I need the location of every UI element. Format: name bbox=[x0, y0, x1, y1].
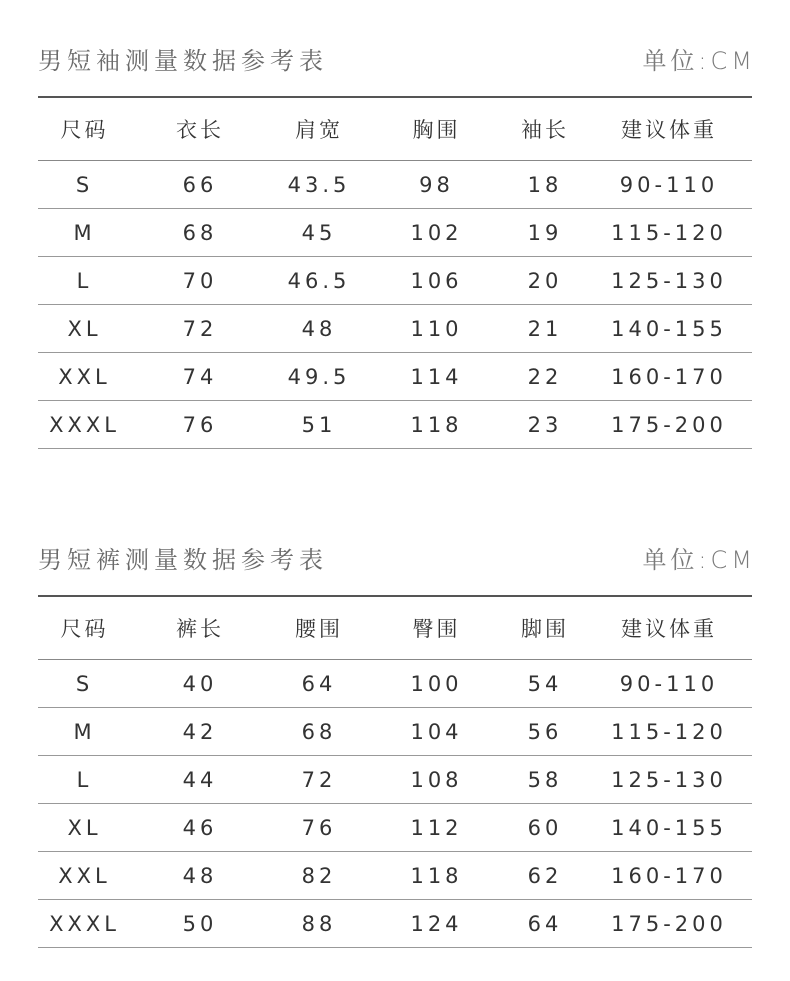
table-cell: 49.5 bbox=[269, 353, 369, 401]
header-length: 裤长 bbox=[131, 597, 269, 660]
table-cell: 64 bbox=[269, 660, 369, 708]
table-cell: 21 bbox=[504, 305, 586, 353]
table-cell: 45 bbox=[269, 209, 369, 257]
table-cell: 70 bbox=[131, 257, 269, 305]
table-cell: XXL bbox=[38, 852, 131, 900]
table-cell: 46.5 bbox=[269, 257, 369, 305]
shorts-table-title: 男短裤测量数据参考表 bbox=[38, 546, 328, 574]
table-row bbox=[38, 900, 752, 948]
table-cell: 98 bbox=[369, 161, 504, 209]
shorts-size-table bbox=[38, 597, 752, 948]
shirt-unit-label: 单位:CM bbox=[642, 47, 756, 75]
table-cell: XXL bbox=[38, 353, 131, 401]
header-hip: 臀围 bbox=[369, 597, 504, 660]
table-cell: 68 bbox=[131, 209, 269, 257]
shorts-title-row bbox=[38, 499, 756, 597]
table-row bbox=[38, 660, 752, 708]
table-row bbox=[38, 708, 752, 756]
table-row bbox=[38, 804, 752, 852]
header-shoulder: 肩宽 bbox=[269, 98, 369, 161]
table-row bbox=[38, 257, 752, 305]
table-cell: XXXL bbox=[38, 401, 131, 449]
table-cell: 125-130 bbox=[586, 257, 752, 305]
table-cell: XL bbox=[38, 305, 131, 353]
table-cell: 140-155 bbox=[586, 305, 752, 353]
table-cell: XL bbox=[38, 804, 131, 852]
table-cell: 82 bbox=[269, 852, 369, 900]
table-cell: 48 bbox=[269, 305, 369, 353]
table-cell: 118 bbox=[369, 852, 504, 900]
table-cell: 88 bbox=[269, 900, 369, 948]
table-cell: M bbox=[38, 209, 131, 257]
header-weight: 建议体重 bbox=[586, 98, 752, 161]
table-cell: 72 bbox=[269, 756, 369, 804]
table-cell: S bbox=[38, 660, 131, 708]
shirt-table-title: 男短袖测量数据参考表 bbox=[38, 47, 328, 75]
table-cell: 72 bbox=[131, 305, 269, 353]
table-cell: 20 bbox=[504, 257, 586, 305]
table-cell: 115-120 bbox=[586, 209, 752, 257]
table-cell: 102 bbox=[369, 209, 504, 257]
table-cell: 23 bbox=[504, 401, 586, 449]
table-cell: 64 bbox=[504, 900, 586, 948]
table-cell: 114 bbox=[369, 353, 504, 401]
table-cell: 108 bbox=[369, 756, 504, 804]
table-row bbox=[38, 209, 752, 257]
header-chest: 胸围 bbox=[369, 98, 504, 161]
table-cell: 110 bbox=[369, 305, 504, 353]
table-cell: 175-200 bbox=[586, 900, 752, 948]
table-cell: 112 bbox=[369, 804, 504, 852]
shirt-size-table bbox=[38, 98, 752, 449]
table-cell: 124 bbox=[369, 900, 504, 948]
header-sleeve: 袖长 bbox=[504, 98, 586, 161]
table-cell: 140-155 bbox=[586, 804, 752, 852]
table-cell: L bbox=[38, 756, 131, 804]
table-cell: 58 bbox=[504, 756, 586, 804]
table-row bbox=[38, 161, 752, 209]
table-cell: 46 bbox=[131, 804, 269, 852]
table-header-row bbox=[38, 597, 752, 660]
table-row bbox=[38, 756, 752, 804]
header-length: 衣长 bbox=[131, 98, 269, 161]
table-cell: 19 bbox=[504, 209, 586, 257]
table-cell: 42 bbox=[131, 708, 269, 756]
table-row bbox=[38, 401, 752, 449]
table-cell: 60 bbox=[504, 804, 586, 852]
table-cell: 74 bbox=[131, 353, 269, 401]
table-cell: 18 bbox=[504, 161, 586, 209]
table-cell: 160-170 bbox=[586, 852, 752, 900]
header-waist: 腰围 bbox=[269, 597, 369, 660]
table-cell: 106 bbox=[369, 257, 504, 305]
table-cell: 90-110 bbox=[586, 161, 752, 209]
shorts-size-section bbox=[38, 499, 756, 936]
table-cell: 40 bbox=[131, 660, 269, 708]
table-cell: 100 bbox=[369, 660, 504, 708]
table-cell: 66 bbox=[131, 161, 269, 209]
table-cell: 62 bbox=[504, 852, 586, 900]
shorts-unit-label: 单位:CM bbox=[642, 546, 756, 574]
shirt-size-section bbox=[38, 0, 756, 437]
table-cell: 160-170 bbox=[586, 353, 752, 401]
table-cell: 68 bbox=[269, 708, 369, 756]
table-cell: 76 bbox=[269, 804, 369, 852]
table-cell: 43.5 bbox=[269, 161, 369, 209]
table-cell: XXXL bbox=[38, 900, 131, 948]
table-row bbox=[38, 305, 752, 353]
table-cell: 118 bbox=[369, 401, 504, 449]
table-cell: 56 bbox=[504, 708, 586, 756]
table-cell: 54 bbox=[504, 660, 586, 708]
header-size: 尺码 bbox=[38, 98, 131, 161]
table-row bbox=[38, 852, 752, 900]
header-weight: 建议体重 bbox=[586, 597, 752, 660]
shirt-title-row bbox=[38, 0, 756, 98]
header-size: 尺码 bbox=[38, 597, 131, 660]
table-cell: L bbox=[38, 257, 131, 305]
table-cell: 48 bbox=[131, 852, 269, 900]
table-cell: 50 bbox=[131, 900, 269, 948]
table-row bbox=[38, 353, 752, 401]
table-cell: 76 bbox=[131, 401, 269, 449]
table-cell: 104 bbox=[369, 708, 504, 756]
table-cell: 22 bbox=[504, 353, 586, 401]
table-header-row bbox=[38, 98, 752, 161]
table-cell: 125-130 bbox=[586, 756, 752, 804]
table-cell: 90-110 bbox=[586, 660, 752, 708]
table-cell: M bbox=[38, 708, 131, 756]
table-cell: 44 bbox=[131, 756, 269, 804]
table-cell: 175-200 bbox=[586, 401, 752, 449]
table-cell: 51 bbox=[269, 401, 369, 449]
header-leg-opening: 脚围 bbox=[504, 597, 586, 660]
table-cell: 115-120 bbox=[586, 708, 752, 756]
table-cell: S bbox=[38, 161, 131, 209]
